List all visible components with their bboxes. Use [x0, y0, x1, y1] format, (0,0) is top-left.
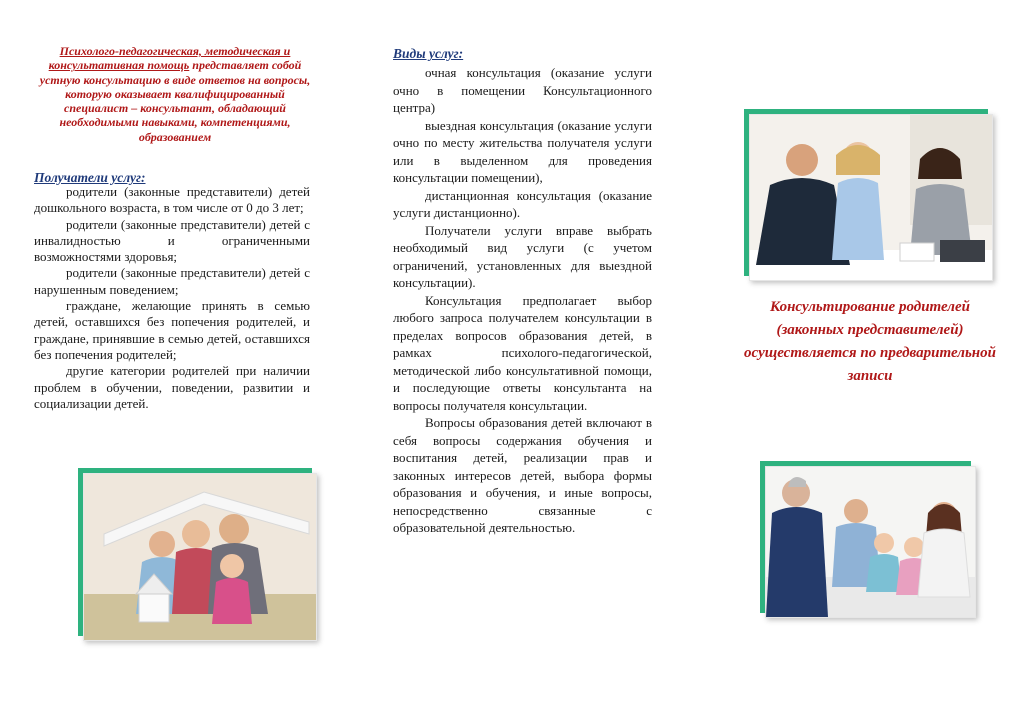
list-item: родители (законные представители) детей с инвалидностью и ограниченными возможностями здоровья; — [34, 216, 310, 265]
list-item: родители (законные представители) детей с нарушенным поведением; — [34, 265, 310, 297]
services-text — [393, 64, 652, 537]
service-paragraph: Вопросы образования детей включают в себя вопросы содержания обучения и воспитания детей, реализации прав и законных интересов детей, выбора формы образования и обучения, и иные вопросы, непосредственно связанные с образовательной деятельностью. — [393, 415, 652, 535]
service-paragraph: очная консультация (оказание услуги очно в помещении Консультационного центра) — [393, 65, 652, 115]
consultation-photo — [749, 114, 993, 281]
family-consultation-photo — [765, 466, 976, 618]
services-heading: Виды услуг: — [393, 46, 464, 61]
recipients-list — [34, 184, 310, 412]
list-item: родители (законные представители) детей дошкольного возраста, в том числе от 0 до 3 лет; — [34, 184, 310, 216]
intro-rest: представляет собой устную консультацию в виде ответов на вопросы, которую оказывает квалифицированный специалист – консультант, обладающий необходимыми навыками, компетенциями, образованием — [39, 58, 311, 144]
list-item: другие категории родителей при наличии проблем в обучении, поведении, развитии и социализации детей. — [34, 363, 310, 411]
recipients-heading: Получатели услуг: — [34, 170, 146, 185]
appointment-note: Консультирование родителей (законных представителей) осуществляется по предварительной записи — [744, 299, 996, 384]
service-paragraph: дистанционная консультация (оказание услуги дистанционно). — [393, 187, 652, 220]
family-photo — [83, 473, 317, 641]
list-item: граждане, желающие принять в семью детей, оставшихся без попечения родителей, и граждане, принявшие в семью детей, оставшихся без попечения родителей; — [34, 298, 310, 362]
service-paragraph: выездная консультация (оказание услуги очно по месту жительства получателя услуги или в выделенном для проведения консультации помещении), — [393, 117, 652, 185]
intro-text — [36, 44, 314, 144]
service-paragraph: Получатели услуги вправе выбрать необходимый вид услуги (с учетом ограничений, установленных для выездной консультации). — [393, 222, 652, 290]
service-paragraph: Консультация предполагает выбор любого запроса получателем консультации в пределах вопросов образования детей, в рамках психолого-педагогической, методической либо консультативной помощи, и последующие ответы консультанта на вопросы получателя консультации. — [393, 292, 652, 413]
intro-lead: Психолого-педагогическая, методическая и консультативная помощь — [48, 44, 291, 73]
